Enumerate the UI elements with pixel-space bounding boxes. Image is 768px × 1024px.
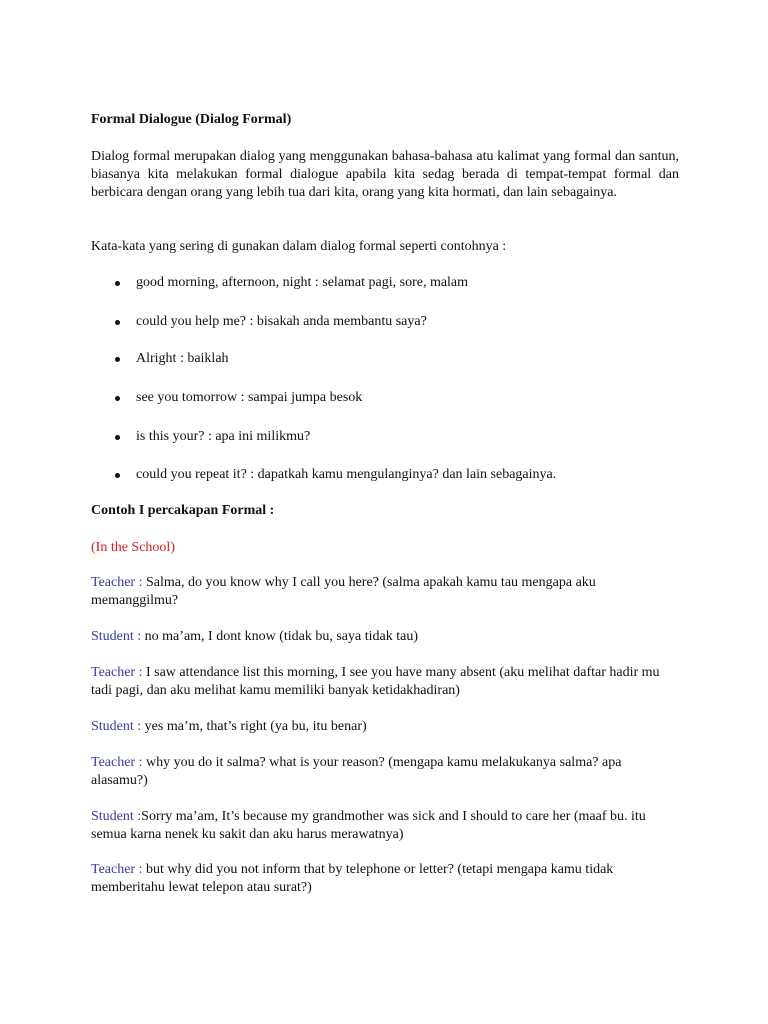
dialogue-text: I saw attendance list this morning, I see you have many absent (aku melihat daftar hadir mu tadi pagi, dan aku melihat kamu memiliki banyak ketidakhadiran): [91, 665, 660, 698]
dialogue-line: [91, 808, 679, 844]
bullet-icon: [115, 357, 120, 362]
dialogue-line: [91, 628, 679, 646]
dialogue-text: but why did you not inform that by telephone or letter? (tetapi mengapa kamu tidak memberitahu lewat telepon atau surat?): [91, 862, 614, 895]
speaker-label: Student :: [91, 719, 142, 734]
bullet-icon: [115, 396, 120, 401]
dialogue-line: [91, 574, 679, 610]
bullet-icon: [115, 473, 120, 478]
dialogue-text: no ma’am, I dont know (tidak bu, saya tidak tau): [141, 629, 418, 644]
speaker-label: Teacher :: [91, 575, 143, 590]
document-title: Formal Dialogue (Dialog Formal): [91, 112, 292, 127]
intro-paragraph: Dialog formal merupakan dialog yang menggunakan bahasa-bahasa atu kalimat yang formal dan santun, biasanya kita melakukan formal dialogue apabila kita sedag berada di tempat-tempat formal dan berbicara dengan orang yang lebih tua dari kita, orang yang kita hormati, dan lain sebagainya.: [91, 149, 679, 200]
dialogue-line: [91, 861, 679, 897]
bullet-icon: [115, 281, 120, 286]
dialogue-line: [91, 754, 679, 790]
dialogue-line: [91, 664, 679, 700]
example-heading: Contoh I percakapan Formal :: [91, 503, 275, 518]
speaker-label: Teacher :: [91, 665, 143, 680]
speaker-label: Student :: [91, 629, 142, 644]
dialogue-line: [91, 718, 679, 736]
setting-label: (In the School): [91, 540, 175, 555]
bullet-icon: [115, 320, 120, 325]
dialogue-text: yes ma’m, that’s right (ya bu, itu benar): [141, 719, 367, 734]
dialogue-text: Salma, do you know why I call you here? (salma apakah kamu tau mengapa aku memanggilmu?: [91, 575, 596, 608]
speaker-label: Teacher :: [91, 755, 143, 770]
bullet-icon: [115, 435, 120, 440]
speaker-label: Teacher :: [91, 862, 143, 877]
dialogue-text: why you do it salma? what is your reason? (mengapa kamu melakukanya salma? apa alasamu?): [91, 755, 622, 788]
list-intro: Kata-kata yang sering di gunakan dalam dialog formal seperti contohnya :: [91, 239, 507, 254]
dialogue-text: Sorry ma’am, It’s because my grandmother was sick and I should to care her (maaf bu. itu semua karna nenek ku sakit dan aku harus merawatnya): [91, 809, 646, 842]
speaker-label: Student :: [91, 809, 142, 824]
